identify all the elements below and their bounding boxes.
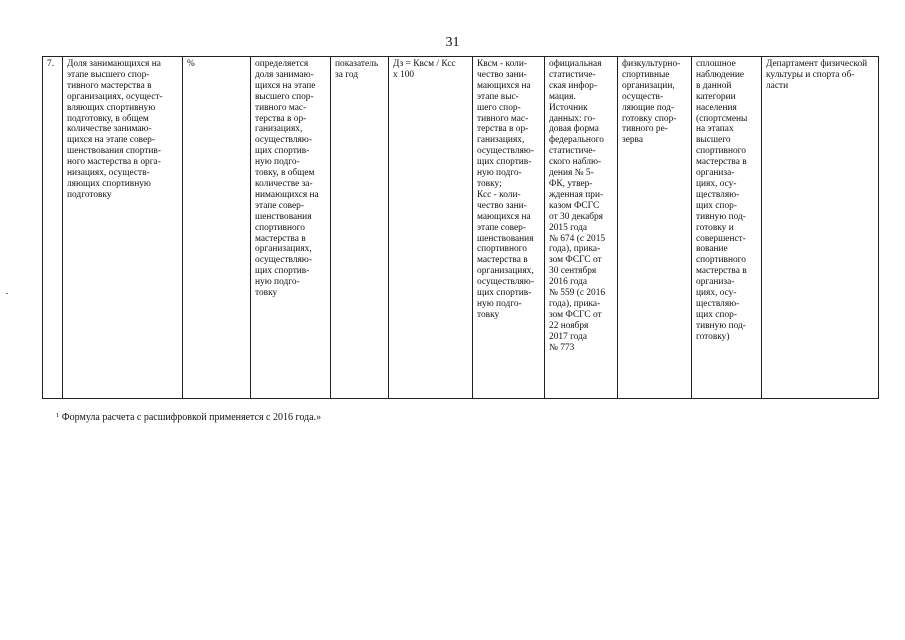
data-source: официальная статистиче- ская инфор- мация. Источник данных: го- довая форма федерального статистиче- ского наблю- дения № 5- ФК, утвер- жденная при- казом ФСГС от 30 декабря 2015 года № 674 (с 2015 года), прика- зом ФСГС от 30 сентября 2016 года № 559 (с 2016 года), прика- зом ФСГС от 22 ноября 2017 года № 773 — [549, 59, 606, 353]
row-number-cell — [43, 57, 63, 399]
unit-cell — [183, 57, 251, 399]
data-source-cell — [545, 57, 618, 399]
unit: % — [187, 59, 195, 69]
page-number: 31 — [445, 35, 460, 50]
variables-cell — [473, 57, 545, 399]
footnote-text: Формула расчета с расшифровкой применяется с 2016 года.» — [61, 412, 322, 423]
definition: определяется доля занимаю- щихся на этапе высшего спор- тивного мас- терства в ор- ганизациях, осуществляю- щих спортив- ную подго- товку, в общем количестве за- нимающихся на этапе совер- шенствования спортивного мастерства в организациях, осуществляю- щих спортив- ную подго- товку — [255, 59, 319, 299]
responsible-cell — [762, 57, 879, 399]
indicator-name-cell — [63, 57, 183, 399]
formula: Дз = Квсм / Ксс х 100 — [393, 59, 456, 80]
method-cell — [692, 57, 762, 399]
periodicity: показатель за год — [335, 59, 379, 80]
formula-cell — [389, 57, 473, 399]
respondents-cell — [618, 57, 692, 399]
variables: Квсм - коли- чество зани- мающихся на этапе выс- шего спор- тивного мас- терства в ор- ганизациях, осуществляю- щих спортив- ную подго- товку; Ксс - коли- чество зани- мающихся на этапе совер- шенствования спортивного мастерства в организациях, осуществляю- щих спортив- ную подго- товку — [477, 59, 534, 320]
respondents: физкультурно- спортивные организации, осуществ- ляющие под- готовку спор- тивного ре- зерва — [622, 59, 681, 146]
collection-method: сплошное наблюдение в данной категории населения (спортсмены на этапах высшего спортивного мастерства в организа- циях, осу- ществляю- щих спор- тивную под- готовку и совершенст- вование спортивного мастерства в организа- циях, осу- ществляю- щих спор- тивную под- готовку) — [696, 59, 748, 342]
definition-cell — [251, 57, 331, 399]
footnote — [56, 412, 321, 424]
responsible-body: Департамент физической культуры и спорта об- ласти — [766, 59, 868, 91]
scan-speck — [6, 293, 8, 294]
row-number: 7. — [47, 59, 55, 69]
periodicity-cell — [331, 57, 389, 399]
indicator-table — [42, 56, 879, 399]
indicator-name: Доля занимающихся на этапе высшего спор- тивного мастерства в организациях, осущест- вляющих спортивную подготовку, в общем количестве занимаю- щихся на этапе совер- шенствования спортив- ного мастерства в орга- низациях, осуществ- ляющих спортивную подготовку — [67, 59, 163, 200]
footnote-marker: 1 — [56, 412, 60, 419]
table-row — [43, 57, 879, 399]
